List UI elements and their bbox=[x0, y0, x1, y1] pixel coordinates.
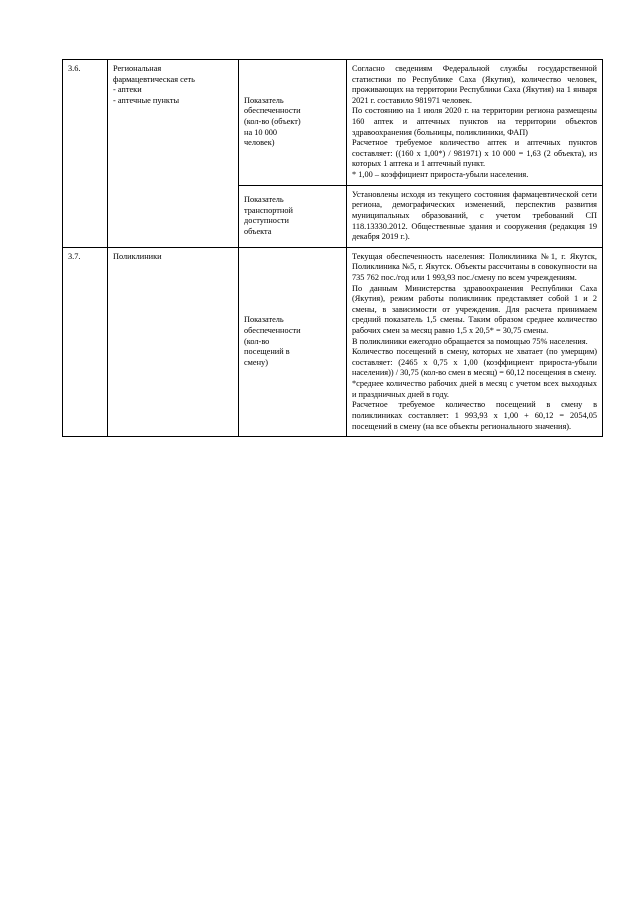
description-paragraph: * 1,00 – коэффициент прироста-убыли населения. bbox=[352, 170, 529, 180]
description-paragraph: Количество посещений в смену, которых не хватает (по умерщим) составляет: (2465 х 0,75 х 1,00 (коэффициент прироста-убыли населения)) / 30,75 (кол-во смен в месяц) = 60,12 посещения в смену. bbox=[352, 347, 597, 378]
description-paragraph: *среднее количество рабочих дней в месяц с учетом всех выходных и праздничных дней в году. bbox=[352, 379, 597, 399]
row-name-cell bbox=[108, 60, 239, 248]
indicator-line: Показатель bbox=[244, 195, 284, 204]
description-paragraph: Расчетное требуемое количество посещений в смену в поликлиниках составляет: 1 993,93 х 1,00 + 60,12 = 2054,05 посещений в смену (на все объекты регионального значения). bbox=[352, 400, 597, 431]
row-name-line: - аптечные пункты bbox=[113, 95, 180, 105]
description-paragraph: Расчетное требуемое количество аптек и аптечных пунктов составляет: ((160 х 1,00*) / 981971) х 10 000 = 1,63 (2 объекта), из которых 1 аптека и 1 аптечный пункт. bbox=[352, 138, 597, 169]
indicator-line: Показатель bbox=[244, 95, 284, 105]
indicator-line: смену) bbox=[244, 357, 268, 367]
row-number-cell bbox=[63, 60, 108, 248]
row-name-line: фармацевтическая сеть bbox=[113, 74, 195, 84]
indicator-line: транспортной bbox=[244, 205, 293, 215]
description-cell bbox=[347, 247, 603, 436]
indicator-cell bbox=[239, 185, 347, 247]
row-name-cell bbox=[108, 247, 239, 436]
indicator-cell bbox=[239, 247, 347, 436]
description-paragraph: В поликлиники ежегодно обращается за помощью 75% населения. bbox=[352, 336, 588, 346]
description-paragraph: Текущая обеспеченность населения: Поликлиника №1, г. Якутск, Поликлиника №5, г. Якутск. Объекты рассчитаны в совокупности на 735 762 пос./год или 1 993,93 пос./смену по всем учреждениям. bbox=[352, 251, 597, 282]
description-paragraph: Согласно сведениям Федеральной службы государственной статистики по Республике Саха (Якутия), количество человек, проживающих на территории Республики Саха (Якутия) на 1 января 2021 г. составило 981971 человек. bbox=[352, 64, 597, 105]
row-name-line: - аптеки bbox=[113, 85, 142, 95]
description-cell bbox=[347, 60, 603, 186]
description-cell bbox=[347, 185, 603, 247]
description-paragraph: Установлены исходя из текущего состояния фармацевтической сети региона, демографических изменений, перспектив развития муниципальных образований, с учетом требований СП 118.13330.2012. Общественные здания и сооружения (редакция 19 декабря 2019 г.). bbox=[352, 189, 597, 242]
table-row bbox=[63, 247, 603, 436]
indicator-line: обеспеченности bbox=[244, 106, 301, 116]
row-number: 3.7. bbox=[68, 251, 81, 261]
description-paragraph: По состоянию на 1 июля 2020 г. на территории региона размещены 160 аптек и аптечных пунктов на территории объектов здравоохранения (больницы, поликлиники, ФАП) bbox=[352, 106, 597, 137]
indicator-cell bbox=[239, 60, 347, 186]
row-number-cell bbox=[63, 247, 108, 436]
indicator-line: человек) bbox=[244, 138, 275, 148]
indicator-line: Показатель bbox=[244, 315, 284, 325]
table-row bbox=[63, 60, 603, 186]
description-paragraph: По данным Министерства здравоохранения Республики Саха (Якутия), режим работы поликлиник представляет собой 1 и 2 смены, в зависимости от учреждения. Для расчета принимаем средний показатель 1,5 смены. Таким образом среднее количество рабочих смен за месяц равно 1,5 х 20,5* = 30,75 смены. bbox=[352, 283, 597, 336]
row-name-line: Региональная bbox=[113, 64, 162, 73]
requirements-table bbox=[62, 59, 603, 437]
indicator-line: обеспеченности bbox=[244, 326, 301, 336]
indicator-line: на 10 000 bbox=[244, 127, 278, 137]
indicator-line: доступности bbox=[244, 216, 289, 226]
table-body bbox=[63, 60, 603, 437]
row-name-line: Поликлиники bbox=[113, 251, 162, 261]
row-number: 3.6. bbox=[68, 64, 81, 73]
indicator-line: посещений в bbox=[244, 347, 290, 357]
indicator-line: (кол-во (объект) bbox=[244, 117, 301, 127]
indicator-line: (кол-во bbox=[244, 336, 270, 346]
indicator-line: объекта bbox=[244, 226, 272, 236]
